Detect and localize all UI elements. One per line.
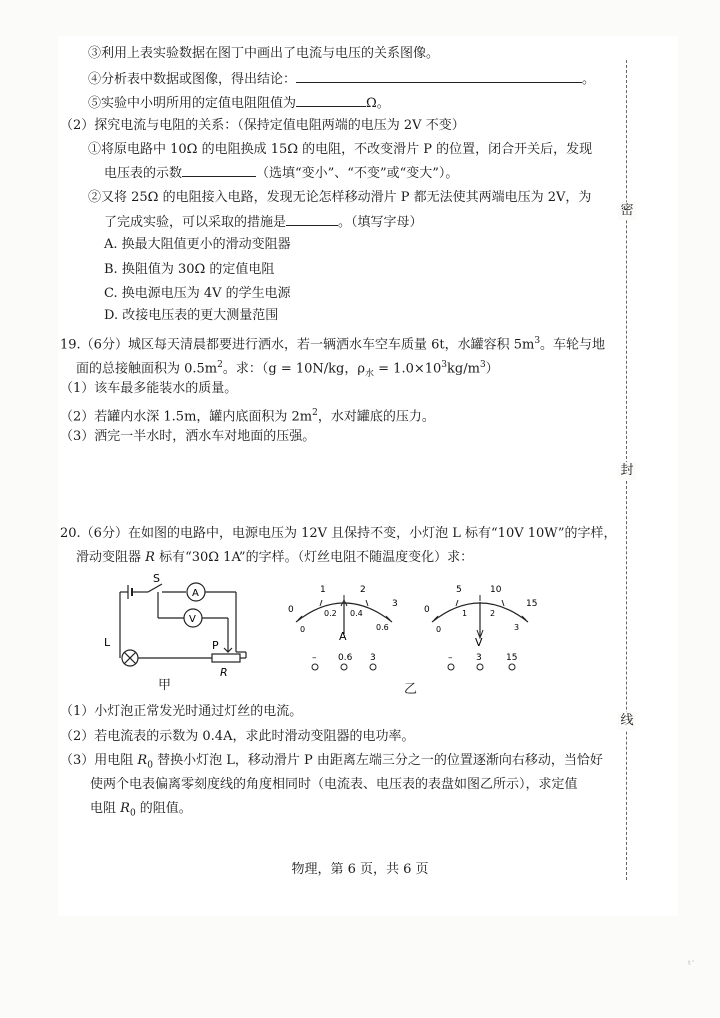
switch-blade <box>148 584 162 592</box>
ammeter-terminal-neg-post <box>312 664 318 670</box>
q20-sub1: （1）小灯泡正常发光时通过灯丝的电流。 <box>60 704 303 719</box>
rheostat-label: R <box>220 666 228 679</box>
q19-stem-line2: 面的总接触面积为 $0.5m^2$。求：（g = 10N/kg，$\rho_水 = 1.0\times 10^3kg/m^3$） <box>76 360 499 379</box>
figure-yi-label: 乙 <box>404 682 418 697</box>
lamp-label: L <box>104 636 111 649</box>
voltmeter-terminal-3: 3 <box>476 653 482 663</box>
rheostat-body <box>212 654 240 662</box>
q20-sub3-line1: （3）用电阻 $R_0$ 替换小灯泡 L，移动滑片 P 由距离左端三分之一的位置逐渐向右移动，当恰好 <box>60 753 603 771</box>
voltmeter-inner-2: 2 <box>490 609 496 618</box>
q20-sub3-line2: 使两个电表偏离零刻度线的角度相同时（电流表、电压表的表盘如图乙所示），求定值 <box>90 777 578 792</box>
q18-part2-item1-line1: ①将原电路中 10Ω 的电阻换成 15Ω 的电阻，不改变滑片 P 的位置，闭合开关后，发现 <box>88 142 593 157</box>
q18-item4: ④分析表中数据或图像，得出结论： 。 <box>88 68 595 90</box>
q18-part2-heading: （2）探究电流与电阻的关系：（保持定值电阻两端的电压为 2V 不变） <box>60 118 465 133</box>
voltmeter-inner-3: 3 <box>514 623 520 632</box>
seal-char-mi: 密 <box>618 202 636 220</box>
voltmeter-letter: V <box>189 614 196 625</box>
q20-stem-line1: 20.（6分）在如图的电路中，电源电压为 12V 且保持不变，小灯泡 L 标有“10V 10W”的字样， <box>60 526 617 541</box>
ammeter-inner-3: 0.6 <box>376 623 389 632</box>
q18-option-a: A. 换最大阻值更小的滑动变阻器 <box>104 237 291 252</box>
ammeter-terminal-06: 0.6 <box>338 653 353 663</box>
q19-sub1: （1）该车最多能装水的质量。 <box>60 381 238 396</box>
page-footer: 物理，第 6 页，共 6 页 <box>291 862 429 877</box>
ammeter-inner-1: 0.2 <box>324 609 337 618</box>
q18-option-b: B. 换阻值为 30Ω 的定值电阻 <box>104 262 275 277</box>
voltmeter-outer-5: 5 <box>456 585 462 595</box>
q18-part2-item1-line2: 电压表的示数 （选填“变小”、“不变”或“变大”）。 <box>104 162 458 184</box>
q20-sub3-line3: 电阻 $R_0$ 的阻值。 <box>90 801 192 819</box>
voltmeter-terminal-3-post <box>477 664 483 670</box>
q18-item3: ③利用上表实验数据在图丁中画出了电流与电压的关系图像。 <box>88 46 440 61</box>
voltmeter-terminal-15-post <box>509 664 515 670</box>
ammeter-outer-1: 1 <box>320 585 326 595</box>
ammeter-inner-0: 0 <box>300 625 306 634</box>
slider-label: P <box>212 639 219 652</box>
q18-part2-item2-line2: 了完成实验，可以采取的措施是 。（填写字母） <box>104 211 423 233</box>
ammeter-letter: A <box>192 588 199 599</box>
corner-mark: ᵗ˙ <box>688 960 696 971</box>
voltmeter-terminal-15: 15 <box>506 653 518 663</box>
voltmeter-dial <box>418 576 542 672</box>
ammeter-terminal-3: 3 <box>370 653 376 663</box>
figure-jia-label: 甲 <box>158 678 172 693</box>
q18-option-d: D. 改接电压表的更大测量范围 <box>104 308 279 323</box>
voltmeter-dial-letter: V <box>475 636 483 649</box>
ammeter-terminal-3-post <box>370 664 376 670</box>
voltmeter-terminal-neg-post <box>448 664 454 670</box>
q18-item5: ⑤实验中小明所用的定值电阻阻值为 Ω。 <box>88 92 390 114</box>
q18-voltmeter-blank[interactable] <box>182 162 256 177</box>
q20-sub2: （2）若电流表的示数为 0.4A，求此时滑动变阻器的电功率。 <box>60 729 415 744</box>
seal-char-xian: 线 <box>618 712 636 730</box>
switch-label: S <box>153 572 160 585</box>
ammeter-dial-letter: A <box>339 630 347 643</box>
ammeter-inner-2: 0.4 <box>350 609 363 618</box>
q18-measure-blank[interactable] <box>286 211 338 226</box>
q18-conclusion-blank[interactable] <box>296 68 582 83</box>
voltmeter-outer-0: 0 <box>424 605 430 615</box>
ammeter-terminal-neg: – <box>312 653 317 663</box>
ammeter-dial <box>282 576 406 672</box>
q20-stem-line2: 滑动变阻器 R 标有“30Ω 1A”的字样。（灯丝电阻不随温度变化）求： <box>76 550 474 565</box>
ammeter-terminal-06-post <box>341 664 347 670</box>
q18-resistance-blank[interactable] <box>296 92 366 107</box>
q18-option-c: C. 换电源电压为 4V 的学生电源 <box>104 286 291 301</box>
seal-char-feng: 封 <box>618 462 636 480</box>
ammeter-outer-0: 0 <box>288 605 294 615</box>
ammeter-outer-3: 3 <box>392 599 398 609</box>
q19-sub2: （2）若罐内水深 1.5m，罐内底面积为 $2m^2$，水对罐底的压力。 <box>60 408 435 425</box>
q18-part2-item2-line1: ②又将 25Ω 的电阻接入电路，发现无论怎样移动滑片 P 都无法使其两端电压为 2V，为 <box>88 190 592 205</box>
circuit-diagram <box>100 572 260 692</box>
voltmeter-inner-0: 0 <box>436 625 442 634</box>
ammeter-outer-2: 2 <box>360 585 366 595</box>
voltmeter-terminal-neg: – <box>448 653 453 663</box>
q19-stem-line1: 19.（6分）城区每天清晨都要进行洒水，若一辆洒水车空车质量 6t，水罐容积 $5m^3$。车轮与地 <box>60 336 606 353</box>
q19-sub3: （3）洒完一半水时，洒水车对地面的压强。 <box>60 429 316 444</box>
voltmeter-inner-1: 1 <box>462 609 468 618</box>
voltmeter-outer-10: 10 <box>490 585 502 595</box>
voltmeter-outer-15: 15 <box>526 599 538 609</box>
